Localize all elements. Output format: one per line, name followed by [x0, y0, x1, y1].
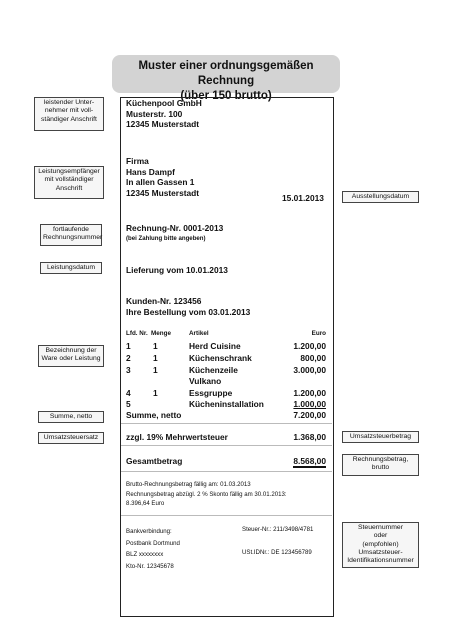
bank-line: Bankverbindung:	[126, 528, 172, 535]
item-price: 3.000,00	[293, 365, 326, 375]
bank-line: BLZ xxxxxxxx	[126, 551, 164, 558]
net-sum-value: 7.200,00	[293, 410, 326, 420]
item-name: Küchenzeile	[189, 365, 238, 375]
table-row	[126, 399, 328, 409]
item-qty: 1	[153, 388, 158, 398]
item-price: 800,00	[300, 353, 326, 363]
invoice-date: 15.01.2013	[282, 193, 324, 203]
total-label: Gesamtbetrag	[126, 456, 183, 466]
label-issue-date: Ausstellungsdatum	[342, 191, 419, 203]
header-price: Euro	[311, 330, 326, 337]
item-qty: 1	[153, 365, 158, 375]
net-sum-label: Summe, netto	[126, 410, 182, 420]
header-item: Artikel	[189, 330, 209, 337]
label-net-sum: Summe, netto	[38, 411, 104, 423]
customer-info	[126, 296, 250, 317]
recipient-name: Hans Dampf	[126, 166, 175, 177]
item-price: 1.200,00	[293, 341, 326, 351]
vat-row	[126, 432, 328, 442]
recipient-city: 12345 Musterstadt	[126, 187, 200, 198]
payment-terms	[126, 480, 287, 509]
header-qty: Menge	[151, 330, 171, 337]
payment-line: 8.396,64 Euro	[126, 500, 165, 508]
invoice-note: (bei Zahlung bitte angeben)	[126, 235, 206, 242]
label-supplier: leistender Unter- nehmer mit voll- ständiger Anschrift	[34, 97, 104, 131]
payment-line: Rechnungsbetrag abzügl. 2 % Skonto fällig am 30.01.2013:	[126, 490, 287, 498]
customer-number: Kunden-Nr. 123456	[126, 296, 202, 306]
item-name: Küchenschrank	[189, 353, 252, 363]
label-gross-amount: Rechnungsbetrag, brutto	[342, 454, 419, 476]
table-row	[126, 341, 328, 351]
sender-address	[126, 98, 202, 130]
net-sum-row	[126, 410, 328, 420]
table-row-continued	[126, 376, 328, 386]
tax-number: Steuer-Nr.: 211/3498/4781	[242, 526, 314, 533]
payment-line: Brutto-Rechnungsbetrag fällig am: 01.03.2013	[126, 481, 251, 488]
label-tax-id: Steuernummer oder (empfohlen) Umsatzsteuer- Identifikationsnummer	[342, 522, 419, 568]
recipient-street: In allen Gassen 1	[126, 177, 195, 188]
recipient-address	[126, 156, 199, 198]
item-qty: 1	[153, 341, 158, 351]
item-name: Kücheninstallation	[189, 399, 264, 409]
sender-city: 12345 Musterstadt	[126, 119, 200, 130]
divider	[121, 515, 332, 516]
label-recipient: Leistungsempfänger mit vollständiger Anschrift	[34, 166, 104, 199]
table-row	[126, 388, 328, 398]
bank-line: Postbank Dortmund	[126, 539, 180, 547]
item-name: Herd Cuisine	[189, 341, 241, 351]
bank-details	[126, 526, 180, 572]
item-pos: 5	[126, 399, 131, 409]
table-header	[126, 330, 328, 340]
sender-name: Küchenpool GmbH	[126, 98, 202, 108]
bank-line: Kto-Nr. 12345678	[126, 562, 174, 570]
sender-street: Musterstr. 100	[126, 108, 183, 119]
vat-id: USt.IDNr.: DE 123456789	[242, 549, 312, 556]
item-name-continued: Vulkano	[189, 376, 222, 386]
delivery-date: Lieferung vom 10.01.2013	[126, 265, 228, 275]
label-vat-rate: Umsatzsteuersatz	[38, 432, 104, 444]
item-name: Essgruppe	[189, 388, 233, 398]
divider	[121, 423, 332, 424]
title-line-2: (über 150 brutto)	[180, 90, 272, 102]
header-pos: Lfd. Nr.	[126, 330, 148, 337]
item-pos: 1	[126, 341, 131, 351]
item-pos: 4	[126, 388, 131, 398]
item-qty: 1	[153, 353, 158, 363]
page-title	[112, 55, 340, 102]
vat-value: 1.368,00	[293, 432, 326, 442]
item-pos: 2	[126, 353, 131, 363]
label-vat-amount: Umsatzsteuerbetrag	[342, 431, 419, 443]
label-service-date: Leistungsdatum	[40, 262, 102, 274]
vat-label: zzgl. 19% Mehrwertsteuer	[126, 432, 228, 442]
label-description: Bezeichnung der Ware oder Leistung	[38, 345, 104, 367]
divider	[121, 445, 332, 446]
label-invoice-number: fortlaufende Rechnungsnummer	[40, 224, 102, 246]
divider	[121, 471, 332, 472]
recipient-firm: Firma	[126, 156, 149, 166]
table-row	[126, 353, 328, 363]
title-line-1: Muster einer ordnungsgemäßen Rechnung	[138, 60, 314, 87]
item-price: 1.200,00	[293, 388, 326, 398]
table-row	[126, 365, 328, 375]
order-date: Ihre Bestellung vom 03.01.2013	[126, 306, 251, 317]
invoice-number: Rechnung-Nr. 0001-2013	[126, 223, 224, 233]
item-pos: 3	[126, 365, 131, 375]
total-row	[126, 456, 328, 466]
item-price: 1.000,00	[293, 399, 326, 409]
total-value: 8.568,00	[293, 456, 326, 466]
